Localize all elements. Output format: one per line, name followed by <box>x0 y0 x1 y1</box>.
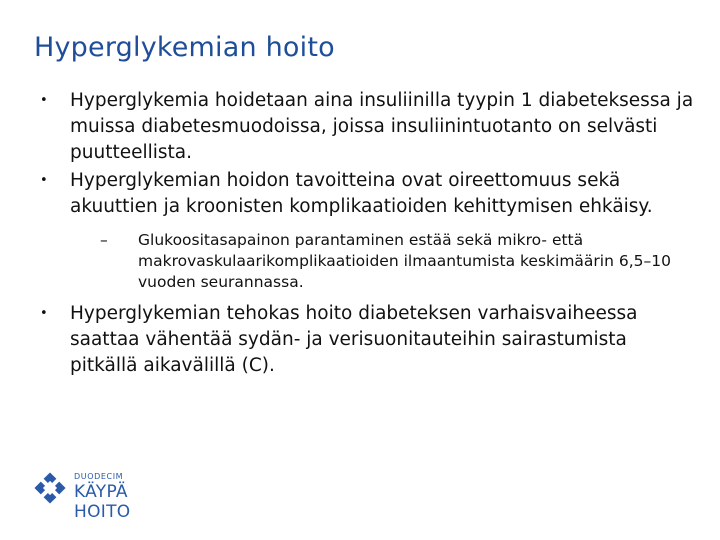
bullet-item <box>36 88 696 166</box>
sub-bullet-item <box>100 230 696 293</box>
diamond-logo-icon <box>32 468 68 508</box>
sub-bullet-marker: – <box>100 231 108 249</box>
logo-kaypa-hoito-text: KÄYPÄ HOITO <box>74 482 131 522</box>
bullet-marker: • <box>40 306 48 321</box>
bullet-marker: • <box>40 93 48 108</box>
bullet-text: Hyperglykemia hoidetaan aina insuliinilla tyypin 1 diabeteksessa ja muissa diabetesmuodoissa, joissa insuliinintuotanto on selvästi puutteellista. <box>70 90 694 163</box>
bullet-item <box>36 168 696 220</box>
logo-duodecim-text: DUODECIM <box>74 472 124 481</box>
bullet-item <box>36 301 696 379</box>
kaypa-hoito-logo <box>32 468 182 522</box>
slide-title: Hyperglykemian hoito <box>34 32 335 63</box>
bullet-text: Hyperglykemian tehokas hoito diabeteksen varhaisvaiheessa saattaa vähentää sydän- ja verisuonitauteihin sairastumista pitkällä aikavälillä (C). <box>70 303 638 376</box>
sub-bullet-text: Glukoositasapainon parantaminen estää sekä mikro- että makrovaskulaarikomplikaatioiden ilmaantumista keskimäärin 6,5–10 vuoden seurannassa. <box>138 231 671 291</box>
bullet-text: Hyperglykemian hoidon tavoitteina ovat oireettomuus sekä akuuttien ja kroonisten komplikaatioiden kehittymisen ehkäisy. <box>70 170 653 217</box>
bullet-marker: • <box>40 173 48 188</box>
bullet-list <box>36 88 696 379</box>
